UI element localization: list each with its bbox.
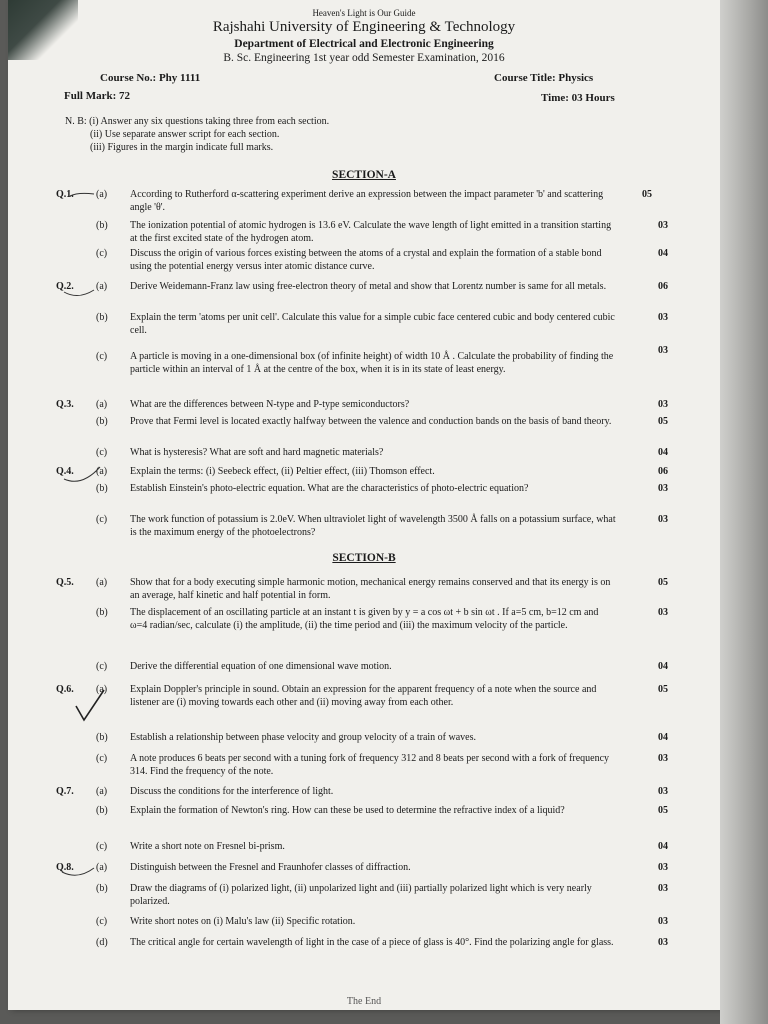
footer-the-end: The End [346, 996, 382, 1007]
question-mark: 05 [658, 416, 668, 427]
question-part: (b) [96, 607, 108, 618]
question-text: Draw the diagrams of (i) polarized light, (ii) unpolarized light and (iii) partially polarized light which is very nearly polarized. [130, 883, 592, 907]
question-number: Q.4. [56, 466, 74, 477]
paper-edge [720, 0, 768, 1024]
question-mark: 05 [658, 577, 668, 588]
question-part: (c) [96, 248, 108, 259]
question-number: Q.8. [56, 862, 74, 873]
question-text: The ionization potential of atomic hydrogen is 13.6 eV. Calculate the wave length of light emitted in a transition starting at the first excited state of the hydrogen atom. [130, 220, 612, 244]
section-a-title: SECTION-A [332, 169, 396, 181]
question-part: (b) [96, 220, 108, 231]
course-number: Course No.: Phy 1111 [100, 72, 201, 84]
question-part: (a) [96, 684, 108, 695]
time-allowed: Time: 03 Hours [541, 92, 615, 104]
question-text: Discuss the origin of various forces existing between the atoms of a crystal and explain the formation of a stable bond using the potential energy versus inter atomic distance curve. [130, 248, 602, 272]
question-part: (c) [96, 753, 108, 764]
question-mark: 03 [658, 883, 668, 894]
question-text: Explain the term 'atoms per unit cell'. Calculate this value for a simple cubic face centered cubic and body centered cubic cell. [130, 312, 615, 336]
question-mark: 04 [658, 248, 668, 259]
question-mark: 03 [658, 786, 668, 797]
question-part: (a) [96, 862, 108, 873]
question-text: Explain Doppler's principle in sound. Obtain an expression for the apparent frequency of a note when the source and listener are (i) moving towards each other and (ii) moving away from each other. [130, 684, 597, 708]
question-part: (b) [96, 805, 108, 816]
question-text: A particle is moving in a one-dimensional box (of infinite height) of width 10 Å . Calculate the probability of finding the particle within an interval of 1 Å at the centre of the box, when it is in its state of least energy. [130, 351, 614, 375]
question-number: Q.3. [56, 399, 74, 410]
question-mark: 03 [658, 514, 668, 525]
question-part: (c) [96, 351, 108, 362]
question-part: (a) [96, 281, 108, 292]
handwritten-circle-icon [60, 284, 100, 300]
question-paper [8, 0, 720, 1010]
question-mark: 03 [658, 220, 668, 231]
question-text: The work function of potassium is 2.0eV. When ultraviolet light of wavelength 3500 Å falls on a potassium surface, what is the maximum energy of the photoelectrons? [130, 514, 616, 538]
question-mark: 03 [658, 916, 668, 927]
question-part: (b) [96, 483, 108, 494]
question-number: Q.6. [56, 684, 74, 695]
motto: Heaven's Light is Our Guide [312, 8, 416, 18]
question-mark: 03 [658, 399, 668, 410]
note-2: (ii) Use separate answer script for each section. [90, 129, 280, 140]
handwritten-check-icon [70, 686, 110, 726]
question-text: Establish a relationship between phase velocity and group velocity of a train of waves. [130, 732, 477, 743]
question-mark: 06 [658, 281, 668, 292]
exam-title: B. Sc. Engineering 1st year odd Semester Examination, 2016 [223, 52, 505, 64]
question-part: (c) [96, 447, 108, 458]
question-text: According to Rutherford α-scattering experiment derive an expression between the impact parameter 'b' and scattering angle 'θ'. [130, 189, 604, 213]
question-text: Explain the formation of Newton's ring. How can these be used to determine the refractive index of a liquid? [130, 805, 565, 816]
department-name: Department of Electrical and Electronic Engineering [234, 38, 494, 50]
full-mark: Full Mark: 72 [64, 90, 130, 102]
question-text: Write short notes on (i) Malu's law (ii) Specific rotation. [130, 916, 356, 927]
note-1: N. B: (i) Answer any six questions taking three from each section. [65, 116, 330, 127]
question-mark: 04 [658, 732, 668, 743]
question-text: The displacement of an oscillating particle at an instant t is given by y = a cos ωt + b sin ωt . If a=5 cm, b=12 cm and ω=4 radian/sec, calculate (i) the amplitude, (ii) the time period and (iii) the maximum velocity of the particle. [130, 607, 599, 631]
question-mark: 04 [658, 661, 668, 672]
question-mark: 05 [658, 805, 668, 816]
question-text: Establish Einstein's photo-electric equation. What are the characteristics of photo-electric equation? [130, 483, 529, 494]
question-text: What are the differences between N-type and P-type semiconductors? [130, 399, 410, 410]
handwritten-circle-icon [58, 858, 98, 880]
question-part: (c) [96, 661, 108, 672]
question-text: Derive the differential equation of one dimensional wave motion. [130, 661, 392, 672]
handwritten-tick-icon [68, 190, 98, 202]
question-part: (b) [96, 312, 108, 323]
question-text: What is hysteresis? What are soft and hard magnetic materials? [130, 447, 384, 458]
question-part: (a) [96, 466, 108, 477]
question-text: Prove that Fermi level is located exactly halfway between the valence and conduction bands on the basis of band theory. [130, 416, 612, 427]
note-3: (iii) Figures in the margin indicate full marks. [90, 142, 274, 153]
handwritten-circle-icon [60, 459, 108, 489]
question-part: (d) [96, 937, 108, 948]
question-part: (c) [96, 514, 108, 525]
question-mark: 03 [658, 753, 668, 764]
question-mark: 05 [642, 189, 652, 200]
question-part: (a) [96, 399, 108, 410]
question-part: (c) [96, 916, 108, 927]
course-title: Course Title: Physics [494, 72, 594, 84]
question-mark: 05 [658, 684, 668, 695]
question-mark: 06 [658, 466, 668, 477]
question-text: Derive Weidemann-Franz law using free-electron theory of metal and show that Lorentz number is same for all metals. [130, 281, 607, 292]
question-part: (b) [96, 883, 108, 894]
question-text: Distinguish between the Fresnel and Fraunhofer classes of diffraction. [130, 862, 411, 873]
question-mark: 03 [658, 607, 668, 618]
question-part: (a) [96, 577, 108, 588]
question-number: Q.1. [56, 189, 74, 200]
question-part: (b) [96, 732, 108, 743]
question-mark: 03 [658, 312, 668, 323]
question-part: (c) [96, 841, 108, 852]
question-text: Discuss the conditions for the interference of light. [130, 786, 334, 797]
question-text: The critical angle for certain wavelength of light in the case of a piece of glass is 40°. Find the polarizing angle for glass. [130, 937, 614, 948]
question-part: (b) [96, 416, 108, 427]
question-part: (a) [96, 189, 108, 200]
question-mark: 03 [658, 937, 668, 948]
university-name: Rajshahi University of Engineering & Technology [212, 19, 516, 35]
question-mark: 04 [658, 447, 668, 458]
question-part: (a) [96, 786, 108, 797]
question-text: Explain the terms: (i) Seebeck effect, (ii) Peltier effect, (iii) Thomson effect. [130, 466, 435, 477]
question-mark: 03 [658, 483, 668, 494]
question-text: Write a short note on Fresnel bi-prism. [130, 841, 285, 852]
question-text: Show that for a body executing simple harmonic motion, mechanical energy remains conserved and that its energy is on an average, half kinetic and half potential in form. [130, 577, 611, 601]
question-text: A note produces 6 beats per second with a tuning fork of frequency 312 and 8 beats per second with a fork of frequency 314. Find the frequency of the note. [130, 753, 610, 777]
question-mark: 03 [658, 862, 668, 873]
question-mark: 04 [658, 841, 668, 852]
question-mark: 03 [658, 345, 668, 356]
question-number: Q.2. [56, 281, 74, 292]
question-number: Q.7. [56, 786, 74, 797]
section-b-title: SECTION-B [332, 552, 396, 564]
question-number: Q.5. [56, 577, 74, 588]
